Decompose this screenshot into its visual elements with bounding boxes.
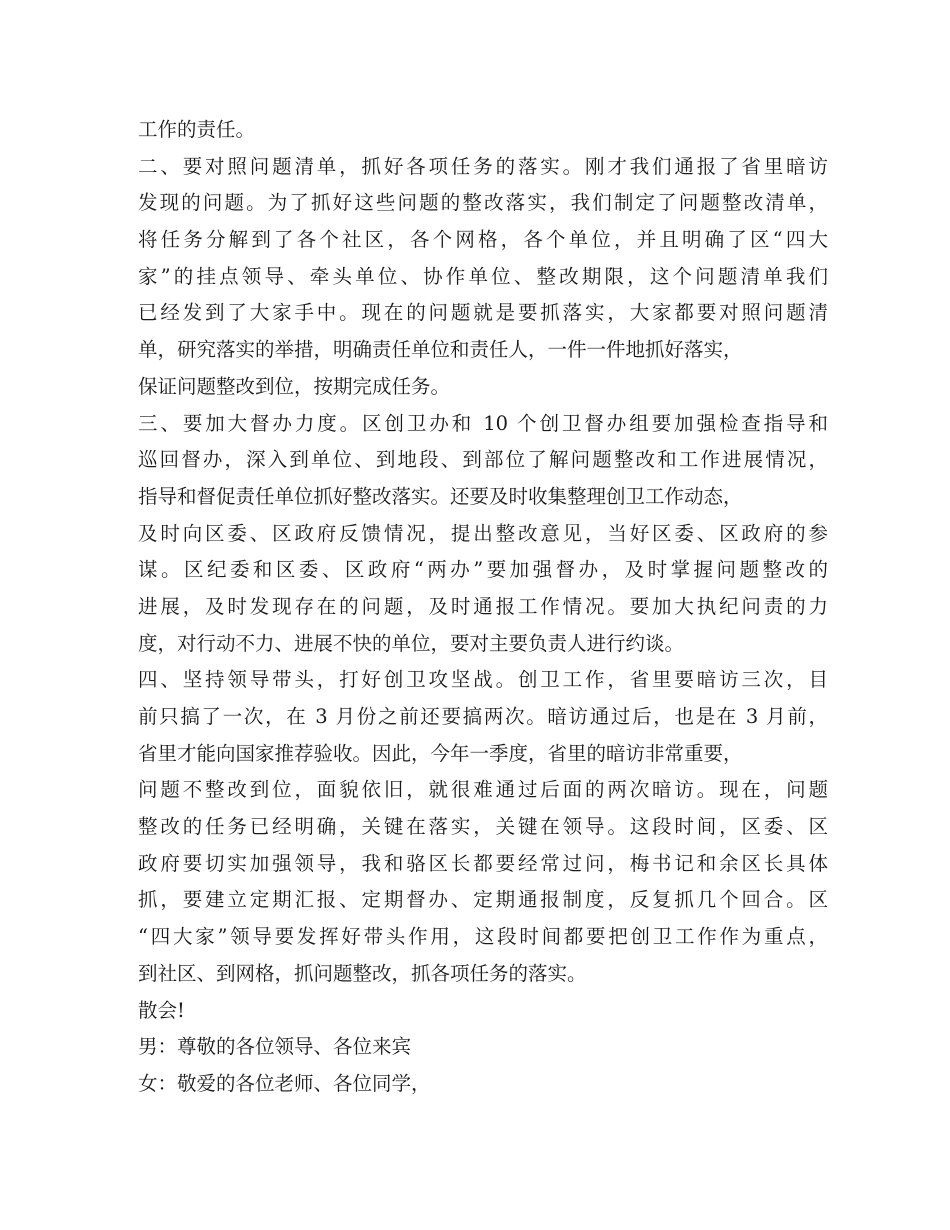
text-line: 进展，及时发现存在的问题，及时通报工作情况。要加大执纪问责的力 (138, 594, 828, 618)
text-line: 及时向区委、区政府反馈情况，提出整改意见，当好区委、区政府的参 (138, 521, 828, 545)
text-line: 问题不整改到位，面貌依旧，就很难通过后面的两次暗访。现在，问题 (138, 778, 828, 802)
document-body (138, 112, 828, 1103)
text-line: 家”的挂点领导、牵头单位、协作单位、整改期限，这个问题清单我们 (138, 264, 828, 288)
text-line: 指导和督促责任单位抓好整改落实。还要及时收集整理创卫工作动态， (138, 484, 743, 508)
text-line: 度，对行动不力、进展不快的单位，要对主要负责人进行约谈。 (138, 631, 685, 655)
text-line: 政府要切实加强领导，我和骆区长都要经常过问，梅书记和余区长具体 (138, 851, 828, 875)
text-line: 保证问题整改到位，按期完成任务。 (138, 374, 451, 398)
text-line: 前只搞了一次，在 3 月份之前还要搞两次。暗访通过后，也是在 3 月前， (138, 705, 828, 728)
text-line: 四、坚持领导带头，打好创卫攻坚战。创卫工作，省里要暗访三次，目 (138, 668, 828, 692)
text-line: 三、要加大督办力度。区创卫办和 10 个创卫督办组要加强检查指导和 (138, 411, 828, 435)
text-line: 散会! (138, 998, 185, 1022)
text-line: 到社区、到网格，抓问题整改，抓各项任务的落实。 (138, 961, 587, 985)
text-line: 男：尊敬的各位领导、各位来宾 (138, 1035, 412, 1059)
text-line: “四大家”领导要发挥好带头作用，这段时间都要把创卫工作作为重点， (138, 925, 828, 949)
text-line: 抓，要建立定期汇报、定期督办、定期通报制度，反复抓几个回合。区 (138, 888, 828, 912)
text-line: 工作的责任。 (138, 118, 256, 141)
text-line: 已经发到了大家手中。现在的问题就是要抓落实，大家都要对照问题清 (138, 301, 828, 325)
text-line: 省里才能向国家推荐验收。因此，今年一季度，省里的暗访非常重要， (138, 741, 743, 765)
text-line: 单，研究落实的举措，明确责任单位和责任人，一件一件地抓好落实， (138, 338, 743, 362)
text-line: 整改的任务已经明确，关键在落实，关键在领导。这段时间，区委、区 (138, 815, 828, 839)
text-line: 巡回督办，深入到单位、到地段、到部位了解问题整改和工作进展情况， (138, 448, 828, 472)
text-line: 谋。区纪委和区委、区政府“两办”要加强督办，及时掌握问题整改的 (138, 558, 828, 582)
text-line: 发现的问题。为了抓好这些问题的整改落实，我们制定了问题整改清单， (138, 191, 828, 215)
text-line: 二、要对照问题清单，抓好各项任务的落实。刚才我们通报了省里暗访 (138, 154, 828, 178)
text-line: 将任务分解到了各个社区，各个网格，各个单位，并且明确了区“四大 (138, 228, 828, 252)
text-line: 女：敬爱的各位老师、各位同学， (138, 1071, 431, 1095)
